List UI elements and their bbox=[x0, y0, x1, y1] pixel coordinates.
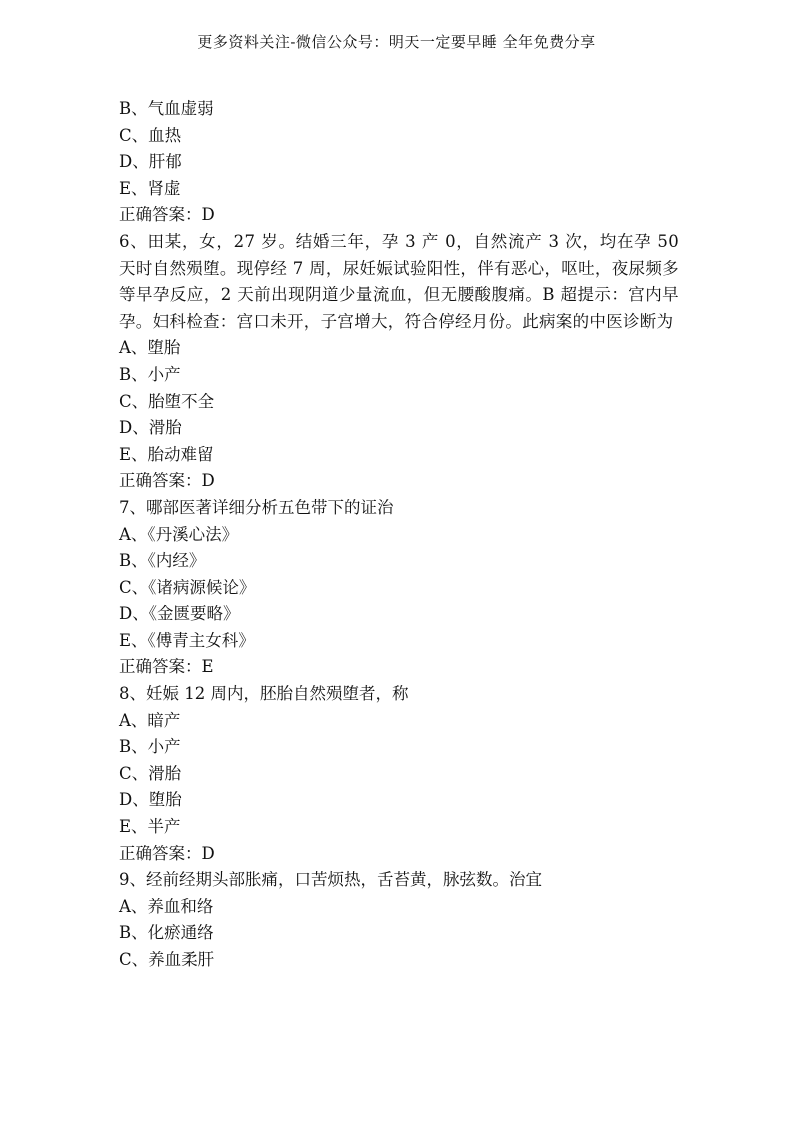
document-body bbox=[119, 96, 679, 974]
option-item: E、胎动难留 bbox=[119, 444, 214, 464]
option-item: A、养血和络 bbox=[119, 896, 214, 916]
option-item: A、堕胎 bbox=[119, 338, 181, 358]
option-item: E、《傅青主女科》 bbox=[119, 630, 255, 650]
option-item: C、滑胎 bbox=[119, 763, 182, 783]
answer-line: 正确答案：E bbox=[119, 657, 214, 677]
option-item: A、暗产 bbox=[119, 710, 181, 730]
option-item: B、化瘀通络 bbox=[119, 923, 214, 943]
answer-line: 正确答案：D bbox=[119, 471, 215, 491]
option-item: C、养血柔肝 bbox=[119, 950, 215, 969]
question-stem: 9、经前经期头部胀痛，口苦烦热，舌苔黄，脉弦数。治宜 bbox=[119, 870, 542, 890]
option-item: D、《金匮要略》 bbox=[119, 604, 240, 624]
question-stem: 6、田某，女，27 岁。结婚三年，孕 3 产 0，自然流产 3 次，均在孕 50 天时自然殒堕。现停经 7 周，尿妊娠试验阳性，伴有恶心，呕吐，夜尿频多等早孕反应，2 天前出现阴道少量流血，但无腰酸腹痛。B 超提示：宫内早孕。妇科检查：宫口未开，子宫增大，符合停经月份。此病案的中医诊断为 bbox=[119, 231, 679, 331]
option-item: C、《诸病源候论》 bbox=[119, 577, 256, 597]
option-item: D、滑胎 bbox=[119, 418, 182, 438]
option-item: D、肝郁 bbox=[119, 152, 182, 172]
question-stem: 8、妊娠 12 周内，胚胎自然殒堕者，称 bbox=[119, 684, 409, 704]
option-item: C、血热 bbox=[119, 125, 182, 145]
option-item: C、胎堕不全 bbox=[119, 391, 215, 411]
page-header: 更多资料关注-微信公众号：明天一定要早睡 全年免费分享 bbox=[197, 33, 596, 51]
answer-line: 正确答案：D bbox=[119, 843, 215, 863]
option-item: D、堕胎 bbox=[119, 790, 182, 810]
question-stem: 7、哪部医著详细分析五色带下的证治 bbox=[119, 497, 394, 517]
option-item: B、气血虚弱 bbox=[119, 99, 214, 118]
option-item: E、半产 bbox=[119, 817, 181, 837]
option-item: B、《内经》 bbox=[119, 551, 206, 571]
answer-line: 正确答案：D bbox=[119, 205, 215, 225]
option-item: A、《丹溪心法》 bbox=[119, 524, 239, 544]
option-item: B、小产 bbox=[119, 737, 181, 757]
option-item: E、肾虚 bbox=[119, 178, 181, 198]
option-item: B、小产 bbox=[119, 364, 181, 384]
